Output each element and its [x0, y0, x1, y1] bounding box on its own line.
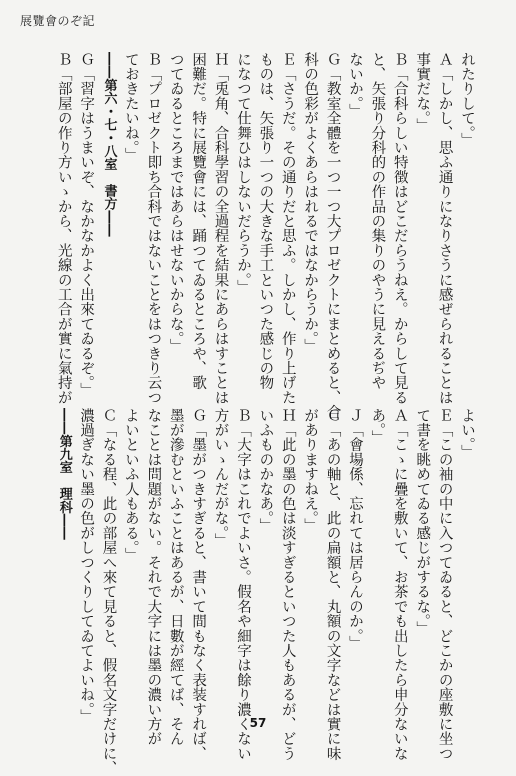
text-line: Ｃ「なる程、此の部屋へ來て見ると、假名文字だけに、 — [100, 408, 117, 776]
text-line: よいといふ人もある。」 — [122, 408, 139, 563]
text-line: つてゐるところまではあらはせないからな。」 — [167, 52, 184, 354]
section-heading: ――第六・七・八室 書方―― — [101, 52, 117, 237]
text-line: ものは、矢張り一つの大きな手工といつた感じの物 — [257, 52, 274, 391]
text-line: Ｇ「教室全體を一つ一つ大プロゼクトにまとめると、合 — [324, 52, 341, 420]
section-heading: ――第九室 理科―― — [56, 408, 72, 540]
text-line: と、矢張り分科的の作品の集りのやうに見えるぢや — [369, 52, 386, 391]
text-line: になつて仕舞ひはしないだらうか。」 — [234, 52, 251, 295]
text-line: あ。」 — [369, 408, 386, 445]
text-line: Ｈ「此の墨の色は淡すぎるといつた人もあるが、どう — [279, 408, 296, 761]
text-line: 事實だな。」 — [414, 52, 431, 133]
text-line: なことは問題がない。それで大字には墨の濃い方が — [145, 408, 162, 747]
text-line: よい。」 — [459, 408, 475, 460]
text-line: 墨が滲むといふことはあるが、日數が經てば、そん — [167, 408, 184, 747]
running-header: 展覽會のぞ記 — [20, 14, 96, 28]
text-line: 濃過ぎない墨の色がしつくりしてゐてよいね。」 — [78, 408, 95, 725]
text-line: 科の色彩がよくあらはれるではなからうか。」 — [302, 52, 319, 354]
page-number: 57 — [249, 716, 267, 730]
text-line: Ｅ「この袖の中に入つてゐると、どこかの座敷に坐つ — [436, 408, 453, 761]
text-line: Ｂ「合科らしい特徴はどこだらうねえ。からして見る — [391, 52, 408, 405]
text-line: Ｂ「大字はこれでよいさ。假名や細字は餘り濃くない — [234, 408, 251, 761]
text-line: いふものかなあ。」 — [257, 408, 274, 534]
text-line: 困難だ。特に展覽會には、踊つてゐるところや、歌 — [190, 52, 207, 391]
text-line: がありますねえ。」 — [302, 408, 319, 534]
text-line: Ｅ「さうだ。その通りだと思ふ。しかし、作り上げた — [279, 52, 296, 405]
text-line: れたりして。」 — [459, 52, 475, 148]
text-line: Ｃ「あの軸と、此の扁額と、丸額の文字などは實に味 — [324, 408, 341, 761]
text-line: Ｊ「會場係、忘れては居らんのか。」 — [346, 408, 363, 651]
text-line: 方がいゝんだがな。」 — [212, 408, 229, 548]
text-line: Ｂ「部屋の作り方いゝから、光線の工合が實に氣持が — [55, 52, 72, 405]
text-line: Ｂ「プロゼクト即ち合科ではないことをはつきり云つ — [145, 52, 162, 405]
text-line: Ｇ「習字はうまいぞ、なかなかよく出來てゐるぞ。」 — [78, 52, 95, 398]
text-line: て書を眺めてゐる感じがするな。」 — [414, 408, 431, 636]
text-line: Ｈ「兎角、合科學習の全過程を結果にあらはすことは — [212, 52, 229, 405]
upper-text-block — [52, 52, 478, 420]
text-line: ておきたいね。」 — [122, 52, 139, 163]
text-line: Ａ「しかし、思ふ通りになりさうに感ぜられることは — [436, 52, 453, 405]
text-line: Ｇ「墨がつきすぎると、書いて間もなく表装すれば、 — [190, 408, 207, 761]
text-line: Ａ「こゝに疊を敷いて、お茶でも出したら申分ないな — [391, 408, 408, 761]
text-line: ないか。」 — [346, 52, 363, 119]
